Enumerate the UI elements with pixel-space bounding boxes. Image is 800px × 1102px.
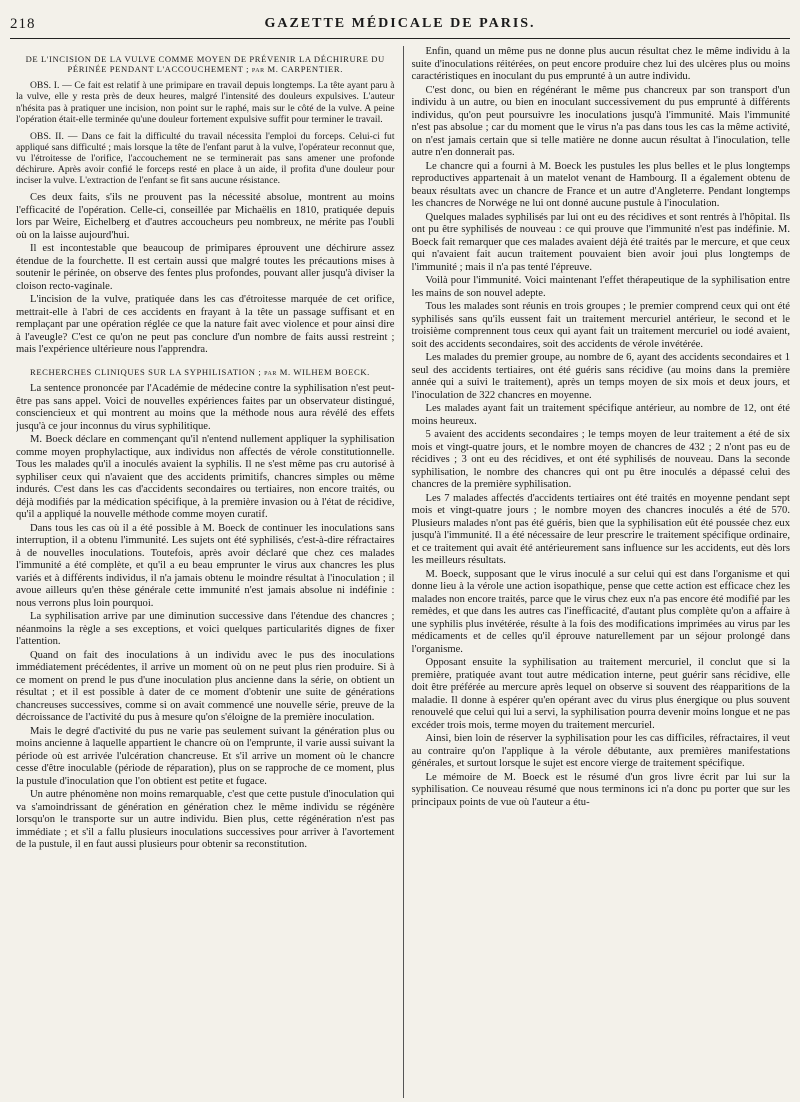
paragraph: 5 avaient des accidents secondaires ; le temps moyen de leur traitement a été de six mois et vingt-quatre jours, et le nombre moyen de chancres de 432 ; 2 n'ont pas eu de récidives ; 3 ont eu des récidives, et ont été syphilisés de nouveau. Dans la seconde syphilisation, le nombre des chancres qui ont pu être inoculés a dépassé celui des chancres de la première syphilisation. (411, 429, 790, 490)
observation-2: OBS. II. — Dans ce fait la difficulté du travail nécessita l'emploi du forceps. Celui-ci fut appliqué sans difficulté ; mais lorsque la tête de l'enfant parut à la vulve, l'opérateur reconnut que, vu l'étroitesse de l'orifice, l'accouchement ne se terminerait pas sans amener une profonde déchirure. Après avoir confié le forceps resté en place à un aide, il profita d'une douleur pour inciser la vulve. L'extraction de l'enfant se fit sans aucune résistance. (16, 130, 395, 187)
page-number: 218 (10, 16, 36, 32)
paragraph: Voilà pour l'immunité. Voici maintenant l'effet thérapeutique de la syphilisation entre les mains de son nouvel adepte. (411, 275, 790, 299)
paragraph: La syphilisation arrive par une diminution successive dans l'étendue des chancres ; néanmoins la règle a ses exceptions, et voici quelques particularités dignes de fixer l'attention. (16, 611, 395, 648)
paragraph: Enfin, quand un même pus ne donne plus aucun résultat chez le même individu à la suite d'inoculations réitérées, on peut encore produire chez lui des ulcères plus ou moins caractéristiques en inoculant du pus emprunté à un autre individu. (411, 46, 790, 82)
page-header (10, 14, 790, 39)
left-column (16, 46, 395, 1098)
observation-1: OBS. I. — Ce fait est relatif à une primipare en travail depuis longtemps. La tête ayant paru à la vulve, elle y resta près de deux heures, malgré l'intensité des douleurs expulsives. L'auteur n'hésita pas à pratiquer une incision, non point sur le raphé, mais sur le côté de la vulve. A peine l'opération était-elle terminée qu'une douleur fortement expulsive suffit pour terminer le travail. (16, 80, 395, 125)
paragraph: Opposant ensuite la syphilisation au traitement mercuriel, il conclut que si la première, pratiquée avant tout autre médication interne, peut guérir sans récidive, elle doit être préférée au mercure après lequel on observe si souvent des réapparitions de la maladie. Il donne à espérer qu'en opérant avec du virus plus énergique ou plus souvent renouvelé que celui qui lui a servi, la syphilisation pourra devenir moins longue et ne pas excéder trois mois, terme moyen du traitement mercuriel. (411, 657, 790, 731)
paragraph: Quand on fait des inoculations à un individu avec le pus des inoculations immédiatement précédentes, il arrive un moment où on ne peut plus rien produire. Si à ce moment on prend le pus d'une inoculation plus ancienne dans la série, on obtient un résultat ; et il est possible à dater de ce moment d'obtenir une suite de générations chancreuses successives, comme si on avait commencé une nouvelle série, preuve de la décroissance de l'activité du pus à mesure qu'on s'éloigne de la première inoculation. (16, 649, 395, 724)
paragraph: M. Boeck, supposant que le virus inoculé a sur celui qui est dans l'organisme et qui donne lieu à la vérole une action isopathique, pense que cette action est efficace chez les malades non encore traités, parce que le virus chez eux n'a pas encore été modifié par les remèdes, et que dans les autres cas l'inefficacité, d'autant plus complète qu'on a affaire à une syphilis plus invétérée, résulte à la fois des modifications imprimées au virus par les médicaments et de celles qu'il éprouve naturellement par un séjour prolongé dans l'organisme. (411, 568, 790, 655)
paragraph: Ces deux faits, s'ils ne prouvent pas la nécessité absolue, montrent au moins l'efficacité de l'opération. Celle-ci, conseillée par Michaëlis en 1810, pratiquée depuis lors par Weire, Eichelberg et d'autres accoucheurs peu nombreux, ne mérite pas l'oubli où on la laisse aujourd'hui. (16, 192, 395, 241)
paragraph: L'incision de la vulve, pratiquée dans les cas d'étroitesse marquée de cet orifice, mettrait-elle à l'abri de ces accidents en frayant à la tête un passage suffisant et en remplaçant par une opération réglée ce que la nature fait avec violence et pour ainsi dire à l'aveugle? C'est ce qu'on ne peut pas conclure d'un nombre de faits aussi restreint ; mais l'expérience ultérieure nous l'apprendra. (16, 294, 395, 356)
right-column (412, 46, 791, 1098)
paragraph: Il est incontestable que beaucoup de primipares éprouvent une déchirure assez étendue de la fourchette. Il est certain aussi que malgré toutes les précautions mises à soutenir le périnée, on observe des fentes plus profondes, pouvant aller jusqu'à diviser la cloison recto-vaginale. (16, 243, 395, 292)
paragraph: Mais le degré d'activité du pus ne varie pas seulement suivant la génération plus ou moins ancienne à laquelle appartient le chancre où on l'emprunte, il varie aussi suivant la période où est arrivée l'ulcération chancreuse. Et s'il arrive un moment où le chancre cesse d'être inoculable (période de réparation), plus on se rapproche de ce moment, plus la pustule d'inoculation que l'on obtient est petite et fugace. (16, 725, 395, 787)
paragraph: Quelques malades syphilisés par lui ont eu des récidives et sont rentrés à l'hôpital. Ils ont pu être syphilisés de nouveau : ce qui prouve que l'immunité n'est pas indéfinie. M. Boeck fait remarquer que ces malades avaient déjà été traités par le mercure, et que ceux qui n'avaient fait aucun traitement pouvaient bien avoir joui plus longtemps de l'immunité ; mais il n'a pas tenté l'épreuve. (411, 211, 790, 273)
journal-title: GAZETTE MÉDICALE DE PARIS. (264, 16, 536, 31)
article-title-incision: DE L'INCISION DE LA VULVE COMME MOYEN DE PRÉVENIR LA DÉCHIRURE DU PÉRINÉE PENDANT L'ACCOUCHEMENT ; par M. CARPENTIER. (25, 54, 385, 75)
paragraph: Tous les malades sont réunis en trois groupes ; le premier comprend ceux qui ont été syphilisés sans qu'ils eussent fait un traitement mercuriel antérieur, le second et le troisième comprennent tous ceux qui ayant fait un traitement mercuriel ou iodé avaient, soit des accidents secondaires, soit des accidents de vérole invétérée. (411, 301, 790, 350)
paragraph: Les malades du premier groupe, au nombre de 6, ayant des accidents secondaires et 1 seul des accidents tertiaires, ont été guéris sans récidive (au moins dans la première année qui a suivi le traitement), après un temps moyen de six mois et deux jours, et l'inoculation de 322 chancres en moyenne. (411, 352, 790, 401)
paragraph: Le chancre qui a fourni à M. Boeck les pustules les plus belles et le plus longtemps reproductives appartenait à un matelot venant de Hambourg. Il a également obtenu de beaux résultats avec un chancre de France et un autre d'Angleterre. Pendant longtemps les chancres de Norwége ne lui ont donné aucune pustule à l'inoculation. (411, 160, 790, 209)
paragraph: La sentence prononcée par l'Académie de médecine contre la syphilisation n'est peut-être pas sans appel. Voici de nouvelles expériences faites par un observateur distingué, consciencieux et qui montrent au moins que la méthode nous aura révélé des effets jusqu'à ce jour inconnus du virus syphilitique. (16, 383, 395, 432)
paragraph: C'est donc, ou bien en régénérant le même pus chancreux par son transport d'un individu à un autre, ou bien en inoculant successivement du pus emprunté à différents individus, qu'on peut poursuivre les inoculations jusqu'à l'immunité. Mais l'immunité n'est pas absolue ; car du moment que le virus n'a pas dans tous les cas la même activité, on n'est jamais certain que si telle matière ne donne aucun résultat à l'inoculation, telle autre n'en donnerait pas. (411, 84, 790, 158)
paragraph: Ainsi, bien loin de réserver la syphilisation pour les cas difficiles, réfractaires, il veut au contraire qu'on l'applique à la vérole débutante, aux premières manifestations générales, et surtout lorsque le sujet est encore vierge de traitement spécifique. (411, 733, 790, 769)
text-columns (16, 46, 790, 1098)
paragraph: Les malades ayant fait un traitement spécifique antérieur, au nombre de 12, ont été moins heureux. (411, 403, 790, 427)
article-title-syphilisation: RECHERCHES CLINIQUES SUR LA SYPHILISATION ; par M. WILHEM BOECK. (30, 366, 370, 377)
paragraph: Un autre phénomène non moins remarquable, c'est que cette pustule d'inoculation qui va s'amoindrissant de génération en génération chez le même individu se régénère lorsqu'on le transporte sur un autre individu. Bien plus, cette régénération n'est pas immédiate ; et s'il a fallu plusieurs inoculations successives pour arriver à l'avortement de la pustule, il en faut aussi plusieurs pour obtenir sa reconstitution. (16, 789, 395, 851)
paragraph: Le mémoire de M. Boeck est le résumé d'un gros livre écrit par lui sur la syphilisation. Ce nouveau résumé que nous terminons ici n'a donc pu porter que sur les principaux points de vue où l'auteur a étu- (411, 771, 790, 808)
column-divider (403, 46, 404, 1098)
paragraph: Les 7 malades affectés d'accidents tertiaires ont été traités en moyenne pendant sept mois et vingt-quatre jours ; le nombre moyen des chancres inoculés a été de 570. Plusieurs malades n'ont pas été guéris, bien que la syphilisation eût été poussée chez eux jusqu'à l'immunité. Il a été nécessaire de leur prescrire le traitement spécifique ordinaire, et ce traitement qui avait été antérieurement sans influence sur les accidents, eut dès lors les meilleurs résultats. (411, 492, 790, 566)
paragraph: Dans tous les cas où il a été possible à M. Boeck de continuer les inoculations sans interruption, il a obtenu l'immunité. Les sujets ont été syphilisés, c'est-à-dire réfractaires à de nouvelles inoculations. Toutefois, après avoir déclaré que chez ces malades l'immunité a été complète, et qu'il a eu beau emprunter le virus aux chancres les plus variés et à différents individus, il n'a jamais obtenu le moindre résultat à l'inoculation ; il avoue ailleurs qu'en thèse générale cette immunité n'est jamais absolue ni indéfinie : nous verrons plus loin pourquoi. (16, 522, 395, 609)
paragraph: M. Boeck déclare en commençant qu'il n'entend nullement appliquer la syphilisation comme moyen prophylactique, aux individus non affectés de vérole constitutionnelle. Tous les malades qu'il a inoculés avaient la syphilis. Il ne s'est même pas cru autorisé à syphiliser ceux qui n'avaient que des accidents primitifs, chancres simples ou même indurés. C'est dans les cas d'accidents secondaires ou tertiaires, non encore traités, ou déjà modifiés par la médication spécifique, à la première invasion ou à l'état de récidive, qu'il a appliqué la nouvelle méthode comme moyen curatif. (16, 434, 395, 521)
